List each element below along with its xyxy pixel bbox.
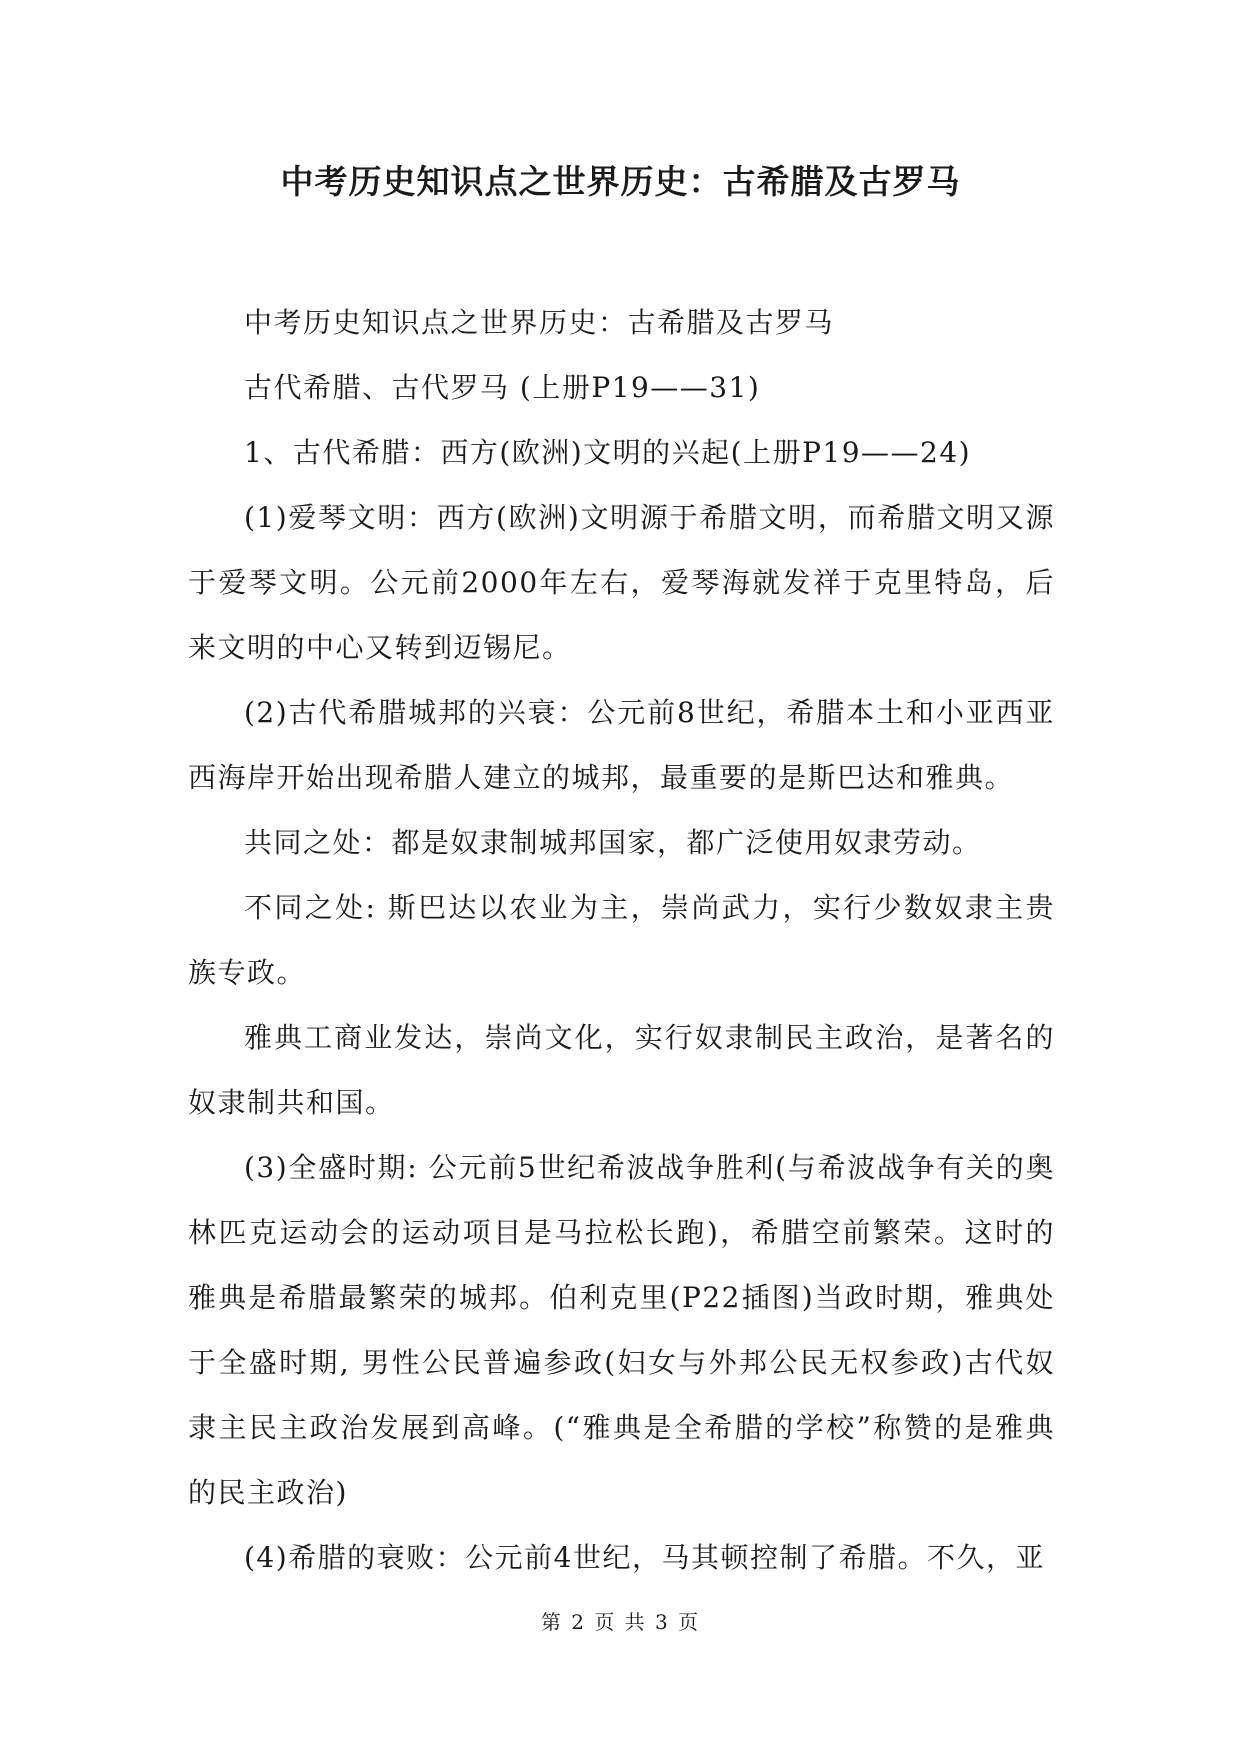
paragraph-9: (3)全盛时期: 公元前5世纪希波战争胜利(与希波战争有关的奥林匹克运动会的运动项目是马拉松长跑)，希腊空前繁荣。这时的雅典是希腊最繁荣的城邦。伯利克里(P22插图)当政时期，雅典处于全盛时期, 男性公民普遍参政(妇女与外邦公民无权参政)古代奴隶主民主政治发展到高峰。(“雅典是全希腊的学校”称赞的是雅典的民主政治) bbox=[188, 1151, 1055, 1509]
paragraph-5: (2)古代希腊城邦的兴衰：公元前8世纪，希腊本土和小亚西亚西海岸开始出现希腊人建立的城邦，最重要的是斯巴达和雅典。 bbox=[188, 696, 1055, 794]
document-body bbox=[188, 290, 1055, 1590]
page-footer: 第 2 页 共 3 页 bbox=[540, 1610, 701, 1634]
paragraph-3: 1、古代希腊：西方(欧洲)文明的兴起(上册P19——24) bbox=[244, 436, 972, 469]
paragraph-8: 雅典工商业发达，崇尚文化，实行奴隶制民主政治，是著名的奴隶制共和国。 bbox=[188, 1021, 1055, 1119]
paragraph-4: (1)爱琴文明：西方(欧洲)文明源于希腊文明，而希腊文明又源于爱琴文明。公元前2000年左右，爱琴海就发祥于克里特岛，后来文明的中心又转到迈锡尼。 bbox=[188, 501, 1055, 664]
paragraph-2: 古代希腊、古代罗马 (上册P19——31) bbox=[244, 371, 761, 404]
document-title: 中考历史知识点之世界历史：古希腊及古罗马 bbox=[280, 162, 961, 201]
paragraph-1: 中考历史知识点之世界历史：古希腊及古罗马 bbox=[244, 306, 835, 339]
paragraph-6: 共同之处：都是奴隶制城邦国家，都广泛使用奴隶劳动。 bbox=[244, 826, 982, 859]
paragraph-7: 不同之处: 斯巴达以农业为主，崇尚武力，实行少数奴隶主贵族专政。 bbox=[188, 891, 1055, 989]
paragraph-10: (4)希腊的衰败：公元前4世纪，马其顿控制了希腊。不久，亚 bbox=[244, 1541, 1045, 1574]
